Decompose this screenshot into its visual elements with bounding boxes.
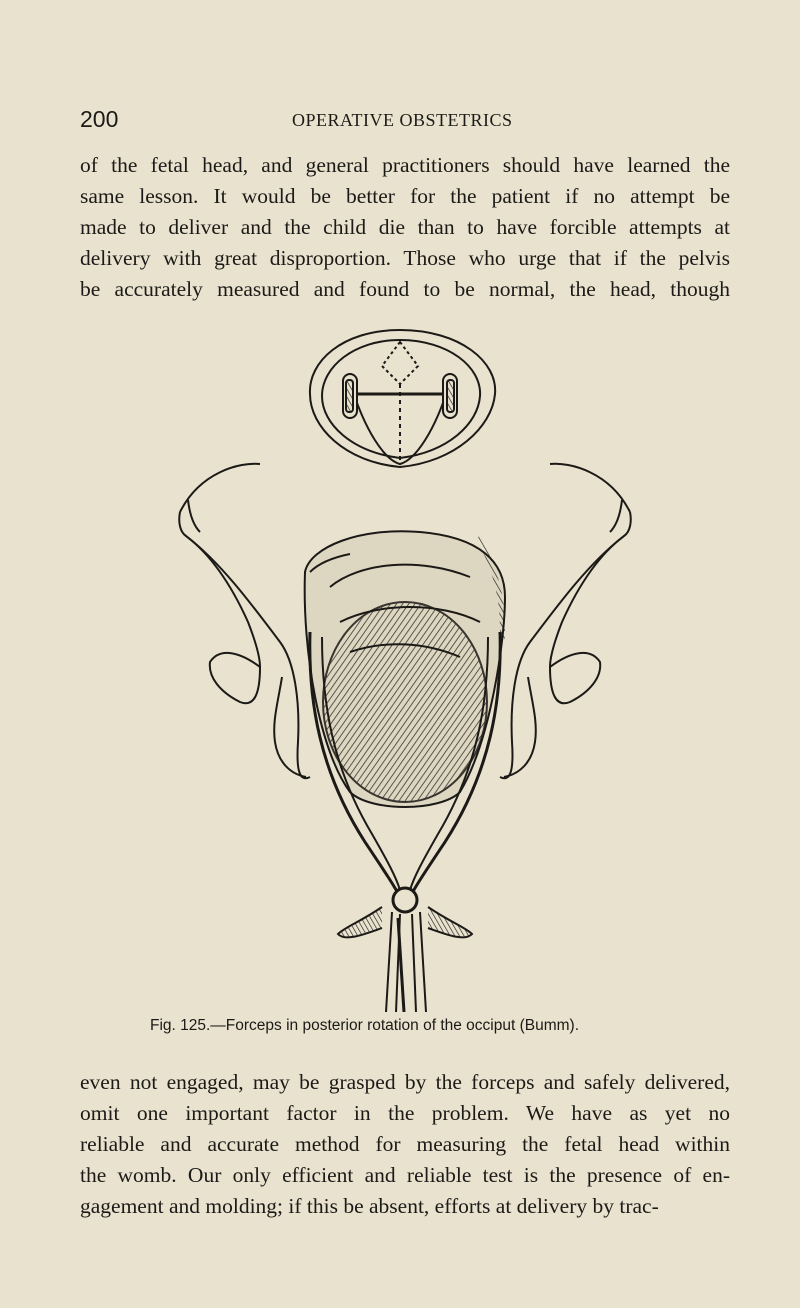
page-number: 200 xyxy=(80,106,119,132)
text-line: even not engaged, may be grasped by the forceps and safely delivered, xyxy=(80,1070,730,1094)
text-line: delivery with great disproportion. Those who urge that if the pelvis xyxy=(80,246,730,270)
text-line: gagement and molding; if this be absent, efforts at delivery by trac- xyxy=(80,1194,659,1218)
text-line: made to deliver and the child die than to have forcible attempts at xyxy=(80,215,730,239)
paragraph-bottom xyxy=(80,1067,730,1222)
text-line: reliable and accurate method for measuring the fetal head within xyxy=(80,1132,730,1156)
text-line: of the fetal head, and general practitioners should have learned the xyxy=(80,153,730,177)
text-line: omit one important factor in the problem. We have as yet no xyxy=(80,1101,730,1125)
paragraph-top xyxy=(80,150,730,305)
text-line: the womb. Our only efficient and reliable test is the presence of en- xyxy=(80,1163,730,1187)
text-line: same lesson. It would be better for the patient if no attempt be xyxy=(80,184,730,208)
fetal-head xyxy=(305,531,505,807)
running-head: OPERATIVE OBSTETRICS xyxy=(292,110,513,130)
forceps-illustration xyxy=(160,322,650,1012)
right-pelvis xyxy=(500,464,631,778)
inset-head-diagram xyxy=(310,330,495,467)
left-pelvis xyxy=(179,464,310,778)
text-line: be accurately measured and found to be normal, the head, though xyxy=(80,277,730,301)
figure-caption: Fig. 125.—Forceps in posterior rotation of the occiput (Bumm). xyxy=(150,1017,580,1034)
